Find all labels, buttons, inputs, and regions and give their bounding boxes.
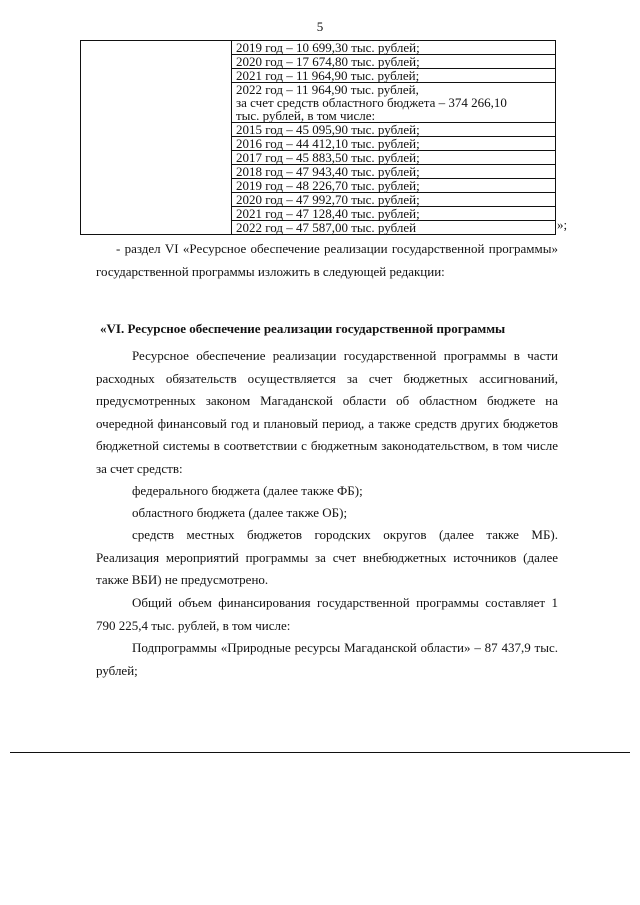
table-line: 2017 год – 45 883,50 тыс. рублей; [232, 151, 555, 165]
table-line: 2018 год – 47 943,40 тыс. рублей; [232, 165, 555, 179]
section-heading: «VI. Ресурсное обеспечение реализации государственной программы [100, 321, 506, 336]
table-closing-mark: »; [557, 217, 568, 232]
body-paragraph: Подпрограммы «Природные ресурсы Магаданской области» – 87 437,9 тыс. рублей; [96, 640, 558, 678]
page-number: 5 [316, 19, 324, 34]
budget-table [80, 40, 556, 235]
table-line: за счет средств областного бюджета – 374 266,10 [236, 95, 507, 110]
table-line: 2019 год – 10 699,30 тыс. рублей; [232, 41, 555, 55]
footer-rule [10, 752, 630, 753]
table-line: 2021 год – 11 964,90 тыс. рублей; [232, 69, 555, 83]
table-line: 2021 год – 47 128,40 тыс. рублей; [232, 207, 555, 221]
body-paragraph: областного бюджета (далее также ОБ); [132, 505, 348, 520]
table-line: 2020 год – 47 992,70 тыс. рублей; [232, 193, 555, 207]
table-row [81, 41, 556, 235]
table-line: 2019 год – 48 226,70 тыс. рублей; [232, 179, 555, 193]
body-paragraph: федерального бюджета (далее также ФБ); [132, 483, 363, 498]
table-line: 2022 год – 47 587,00 тыс. рублей [236, 220, 417, 235]
body-paragraph: Ресурсное обеспечение реализации государственной программы в части расходных обязательств осуществляется за счет бюджетных ассигнований, предусмотренных законом Магаданской области об областном бюджете на очередной финансовый год и плановый период, а также средств других бюджетов бюджетной системы в соответствии с бюджетным законодательством, в том числе за счет средств: [96, 348, 558, 476]
body-paragraph: Общий объем финансирования государственной программы составляет 1 790 225,4 тыс. рублей, в том числе: [96, 595, 558, 633]
table-right-cell [232, 41, 556, 235]
intro-paragraph: - раздел VI «Ресурсное обеспечение реализации государственной программы» государственной программы изложить в следующей редакции: [96, 241, 558, 279]
table-line: 2016 год – 44 412,10 тыс. рублей; [232, 137, 555, 151]
table-line: тыс. рублей, в том числе: [232, 109, 555, 123]
table-line: 2020 год – 17 674,80 тыс. рублей; [232, 55, 555, 69]
body-paragraph: средств местных бюджетов городских округов (далее также МБ). Реализация мероприятий программы за счет внебюджетных источников (далее также ВБИ) не предусмотрено. [96, 527, 558, 587]
table-line: 2015 год – 45 095,90 тыс. рублей; [232, 123, 555, 137]
table-left-cell [81, 41, 232, 235]
table-line: 2022 год – 11 964,90 тыс. рублей, [236, 82, 419, 97]
